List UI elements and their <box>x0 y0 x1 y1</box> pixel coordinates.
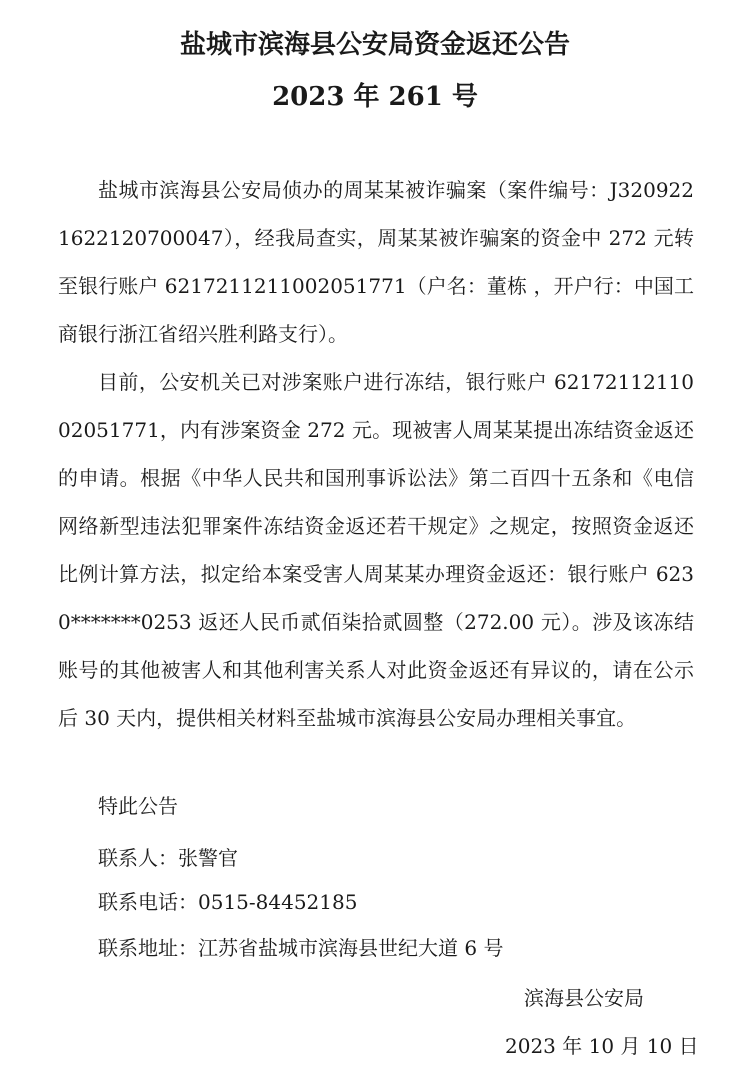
contact-phone: 联系电话：0515-84452185 <box>98 890 358 914</box>
contact-address: 联系地址：江苏省盐城市滨海县世纪大道 6 号 <box>98 936 504 960</box>
contact-person: 联系人：张警官 <box>98 846 238 870</box>
notice-paragraph-2: 目前，公安机关已对涉案账户进行冻结，银行账户 6217211211002051771，内有涉案资金 272 元。现被害人周某某提出冻结资金返还的申请。根据《中华人民共和国刑事诉讼法》第二百四十五条和《电信网络新型违法犯罪案件冻结资金返还若干规定》之规定，按照资金返还比例计算方法，拟定给本案受害人周某某办理资金返还：银行账户 6230*******0253 返还人民币贰佰柒拾贰圆整（272.00 元）。涉及该冻结账号的其他被害人和其他利害关系人对此资金返还有异议的，请在公示后 30 天内，提供相关材料至盐城市滨海县公安局办理相关事宜。 <box>58 370 694 730</box>
signature-date: 2023 年 10 月 10 日 <box>505 1034 699 1058</box>
notice-number: 2023 年 261 号 <box>272 82 478 112</box>
notice-title: 盐城市滨海县公安局资金返还公告 <box>179 30 570 60</box>
notice-paragraph-1: 盐城市滨海县公安局侦办的周某某被诈骗案（案件编号：J3209221622120700047），经我局查实，周某某被诈骗案的资金中 272 元转至银行账户 6217211211002051771（户名：董栋 ，开户行：中国工商银行浙江省绍兴胜利路支行）。 <box>58 178 694 346</box>
notice-closing: 特此公告 <box>98 794 178 818</box>
signature-organization: 滨海县公安局 <box>524 986 644 1010</box>
